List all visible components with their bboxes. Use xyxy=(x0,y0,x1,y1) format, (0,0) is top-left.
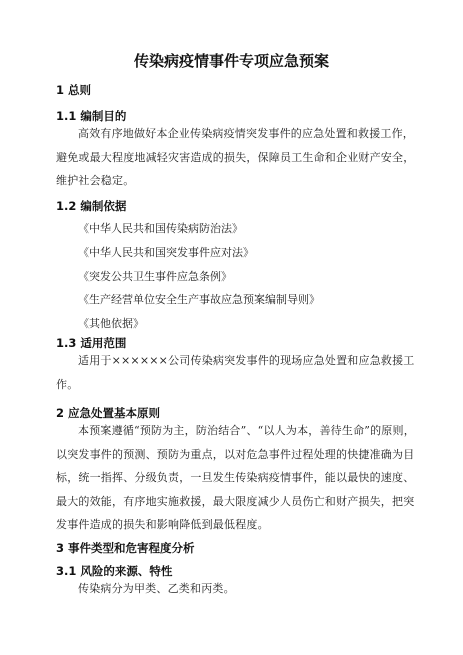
reference-item: 《突发公共卫生事件应急条例》 xyxy=(78,270,232,283)
reference-item: 《中华人民共和国突发事件应对法》 xyxy=(78,246,254,259)
reference-item: 《其他依据》 xyxy=(78,317,144,330)
heading-scope: 1.3 适用范围 xyxy=(56,336,127,350)
reference-item: 《生产经营单位安全生产事故应急预案编制导则》 xyxy=(78,293,320,306)
heading-purpose: 1.1 编制目的 xyxy=(56,109,127,123)
reference-item: 《中华人民共和国传染病防治法》 xyxy=(78,222,243,235)
heading-event-types: 3 事件类型和危害程度分析 xyxy=(56,541,195,555)
paragraph-purpose: 高效有序地做好本企业传染病疫情突发事件的应急处置和救援工作，避免或最大程度地减轻灾害造成的损失，保障员工生命和企业财产安全，维护社会稳定。 xyxy=(56,127,415,187)
heading-basis: 1.2 编制依据 xyxy=(56,199,127,213)
heading-risk-source: 3.1 风险的来源、特性 xyxy=(56,564,173,578)
paragraph-principles: 本预案遵循“预防为主，防治结合”、“以人为本，善待生命”的原则，以突发事件的预测、预防为重点，以对危急事件过程处理的快捷准确为目标，统一指挥、分级负责，一旦发生传染病疫情事件，能以最快的速度、最大的效能，有序地实施救援，最大限度减少人员伤亡和财产损失，把突发事件造成的损失和影响降低到最低程度。 xyxy=(56,424,415,531)
paragraph-risk-source: 传染病分为甲类、乙类和丙类。 xyxy=(78,582,235,595)
document-title: 传染病疫情事件专项应急预案 xyxy=(133,52,329,70)
heading-principles: 2 应急处置基本原则 xyxy=(56,406,161,420)
heading-general: 1 总则 xyxy=(56,83,92,97)
paragraph-scope: 适用于××××××公司传染病突发事件的现场应急处置和应急救援工作。 xyxy=(56,354,415,391)
